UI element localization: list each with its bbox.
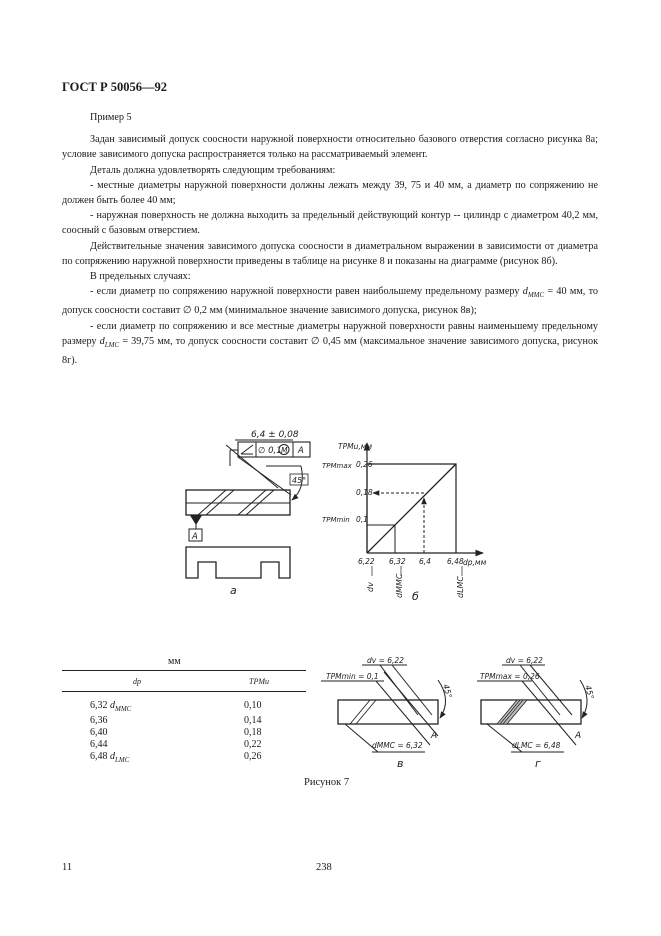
tolerance-line [367,464,456,553]
example-heading: Пример 5 [90,112,132,123]
fig-v-tp: TPMmin = 0,1 [326,672,379,681]
table-row [62,751,306,766]
table-row [62,715,306,727]
tolerance-table [62,670,306,766]
fig-a-dimension: 6,4 ± 0,08 [251,430,299,440]
y-axis-label: TPMu,мм [338,442,373,451]
table-header-d: dp [62,671,212,692]
paragraph-1: Задан зависимый допуск соосности наружной поверхности относительно базового отверстия согласно рисунка 8а; условие зависимого допуска распространяется только на рассматриваемый элемент. [62,134,598,161]
paragraph-2: Деталь должна удовлетворять следующим требованиям: [90,164,336,176]
document-header: ГОСТ Р 50056—92 [62,80,168,94]
x-bottom-dv: dv [366,582,375,592]
table-cell-d: 6,44 [90,739,108,750]
page-number: 238 [316,862,332,873]
y-tick-018: 0,18 [356,488,373,497]
fig-v-dmmc: dMMC = 6,32 [372,741,423,750]
table-header-tp: TPMu [212,671,306,692]
x-tick-64: 6,4 [419,557,431,566]
x-bottom-dmmc: dMMC [395,573,404,598]
table-cell-tp: 0,18 [244,727,262,738]
figure-b-diagram [322,442,487,603]
fig-a-label: а [230,584,237,597]
frame-modifier: M [281,446,288,455]
y-tick-01: 0,1 [356,515,368,524]
fig-g-part [481,700,581,724]
table-cell-d: 6,32 $d_{MMC}$ [90,700,132,713]
paragraph-5: Действительные значения зависимого допуска соосности в диаметральном выражении в зависимости от диаметра по сопряжению наружной поверхности приведены в таблице на рисунке 8 и показаны на диаграмме (рисунок 8б). [62,240,598,267]
fig-g-datum: A [575,731,582,741]
footer-number: 11 [62,862,73,873]
table-cell-tp: 0,14 [244,715,262,726]
part-section [186,547,290,578]
fig-b-label: б [412,590,419,603]
fig-v-datum: A [431,731,438,741]
fig-v-label: в [397,757,404,770]
paragraph-4: - наружная поверхность не должна выходить за предельный действующий контур -- цилиндр с диаметром 40,2 мм, соосный с базовым отверстием. [62,210,598,237]
x-tick-622: 6,22 [358,557,375,566]
figure-v [321,656,453,770]
figure-g [477,656,595,770]
table-cell-d: 6,48 $d_{LMC}$ [90,751,130,764]
fig-a-angle: 45° [292,476,307,485]
fig-g-label: г [535,757,541,770]
d-lmc-symbol: d [99,335,105,347]
paragraph-8-start: - если диаметр по сопряжению и все местные диаметры наружной поверхности равны наименьшему предельному размеру [62,320,598,347]
paragraph-7-end: = 40 мм, то допуск соосности составит ∅ 0,2 мм (минимальное значение зависимого допуска, рисунок 8в); [62,286,598,317]
x-tick-632: 6,32 [389,557,406,566]
datum-label: A [192,532,198,542]
fig-g-dlmc: dLMC = 6,48 [512,741,561,750]
y-tick-026: 0,26 [356,460,373,469]
fig-g-dv: dv = 6,22 [506,656,543,665]
fig-g-tp: TPMmax = 0,26 [480,672,540,681]
table-row [62,727,306,739]
d-lmc-subscript: LMC [104,340,120,349]
table-cell-d: 6,40 [90,727,108,738]
x-bottom-dlmc: dLMC [456,575,465,598]
table-cell-tp: 0,10 [244,700,262,711]
paragraph-7-start: - если диаметр по сопряжению наружной поверхности равен наибольшему предельному размеру [90,286,520,298]
table-cell-tp: 0,22 [244,739,262,750]
table-unit: мм [168,656,181,667]
fig-v-angle: 45° [441,683,454,700]
x-tick-648: 6,48 [447,557,464,566]
table-row [62,739,306,751]
tp-mmax-label: TPMmax [322,462,352,470]
figure-caption: Рисунок 7 [304,777,350,788]
frame-tolerance-value: ∅ 0,1 [258,446,282,456]
x-axis-label: dp,мм [463,558,487,567]
d-mmc-subscript: MMC [527,291,545,300]
frame-datum: A [298,446,304,456]
d-mmc-symbol: d [522,286,528,298]
paragraph-8-end: = 39,75 мм, то допуск соосности составит ∅ 0,45 мм (максимальное значение зависимого допуска, рисунок 8г). [62,335,599,367]
table-row [62,692,306,716]
fig-v-dv: dv = 6,22 [367,656,404,665]
table-cell-tp: 0,26 [244,751,262,762]
figure-a [186,430,310,597]
fig-g-angle: 45° [583,684,596,701]
tp-mmin-label: TPMmin [322,516,350,524]
paragraph-3: - местные диаметры наружной поверхности должны лежать между 39, 75 и 40 мм, а диаметр по сопряжению не должен быть более 40 мм; [62,179,598,207]
table-cell-d: 6,36 [90,715,108,726]
paragraph-6: В предельных случаях: [90,271,191,283]
